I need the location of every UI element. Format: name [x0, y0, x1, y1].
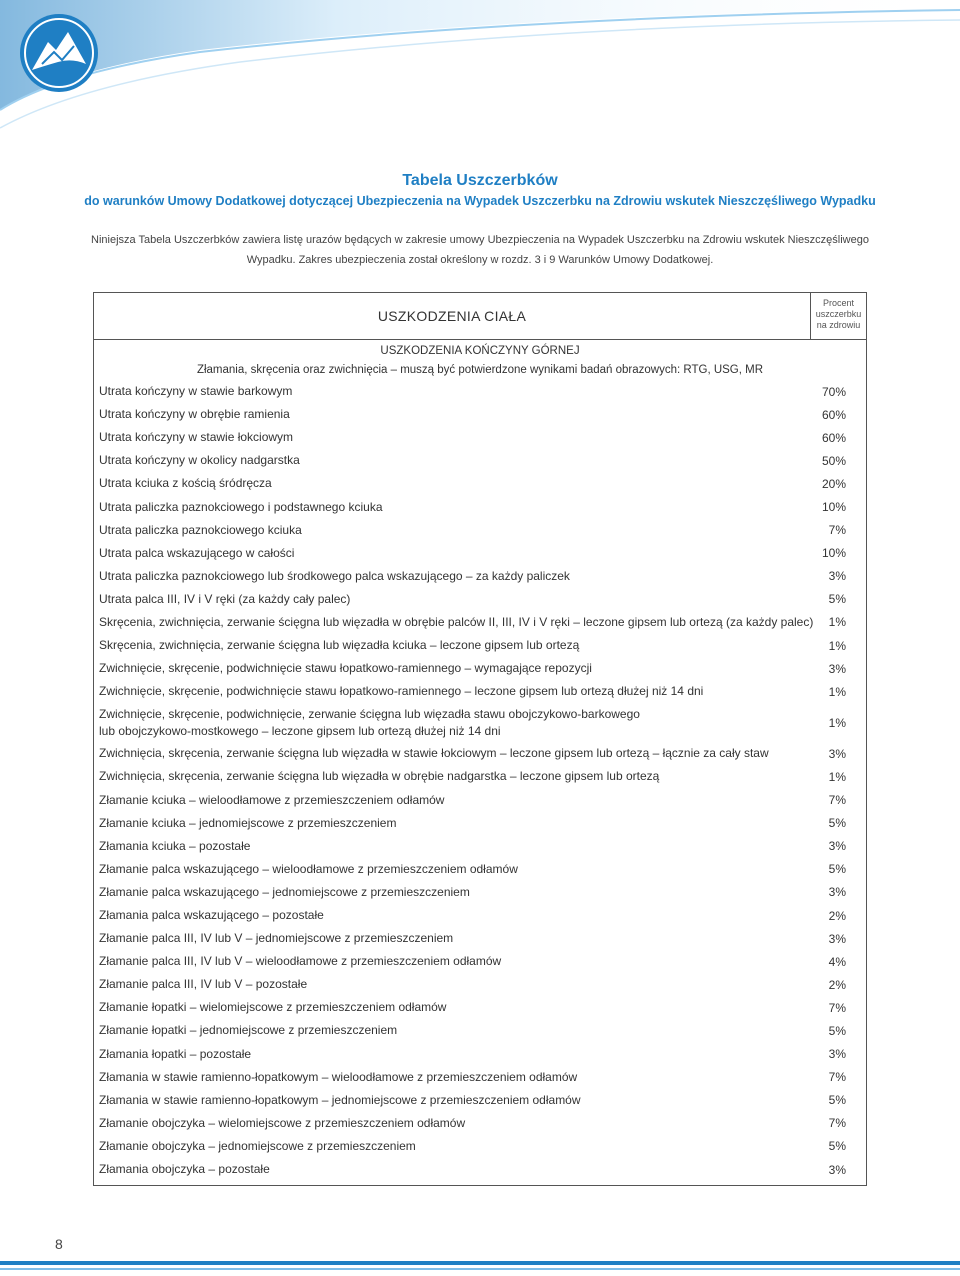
- row-percent: 5%: [828, 1023, 846, 1038]
- header-band: [0, 0, 960, 160]
- table-header: [94, 293, 866, 340]
- table-row: [94, 1043, 866, 1066]
- row-percent: 3%: [828, 661, 846, 676]
- row-description: [94, 637, 796, 654]
- row-percent: 2%: [828, 908, 846, 923]
- row-description: [94, 1046, 796, 1063]
- row-description: [94, 406, 796, 423]
- row-description-line: Złamanie obojczyka – wielomiejscowe z przemieszczeniem odłamów: [99, 1115, 466, 1130]
- section-header: [94, 342, 866, 380]
- table-row: [94, 495, 866, 518]
- row-percent: 7%: [828, 793, 846, 808]
- row-percent: 1%: [828, 715, 846, 730]
- table-row: [94, 472, 866, 495]
- table-row: [94, 1066, 866, 1089]
- row-percent: 60%: [821, 407, 846, 422]
- row-description-line: Złamania palca wskazującego – pozostałe: [99, 908, 324, 923]
- row-percent: 10%: [821, 546, 846, 561]
- table-row: [94, 858, 866, 881]
- intro-line-1: Niniejsza Tabela Uszczerbków zawiera listę urazów będących w zakresie umowy Ubezpieczenia na Wypadek Uszczerbku na Zdrowiu wskutek Nieszczęśliwego: [91, 234, 869, 246]
- row-percent: 20%: [821, 476, 846, 491]
- row-description-line: Zwichnięcie, skręcenie, podwichnięcie stawu łopatkowo-ramiennego – leczone gipsem lub ortezą dłużej niż 14 dni: [99, 684, 704, 699]
- row-description: [94, 568, 796, 585]
- table-row: [94, 680, 866, 703]
- table-row: [94, 789, 866, 812]
- row-percent: 5%: [828, 592, 846, 607]
- row-percent: 5%: [828, 862, 846, 877]
- row-description-line: Utrata kończyny w stawie barkowym: [99, 384, 293, 399]
- row-description: [94, 429, 796, 446]
- row-description: [94, 660, 796, 677]
- intro-line-2: Wypadku. Zakres ubezpieczenia został określony w rozdz. 3 i 9 Warunków Umowy Dodatkowej.: [246, 254, 714, 266]
- table-row: [94, 812, 866, 835]
- row-description: [94, 792, 796, 809]
- row-description-line: Złamanie palca III, IV lub V – wieloodłamowe z przemieszczeniem odłamów: [99, 954, 502, 969]
- row-percent: 10%: [821, 500, 846, 515]
- row-description: [94, 475, 796, 492]
- table-row: [94, 927, 866, 950]
- table-row: [94, 996, 866, 1019]
- row-description: [94, 930, 796, 947]
- row-description: [94, 1115, 796, 1132]
- table-row: [94, 588, 866, 611]
- row-percent: 3%: [828, 1162, 846, 1177]
- row-description: [94, 1161, 796, 1178]
- table-row: [94, 449, 866, 472]
- row-description-line: Złamania obojczyka – pozostałe: [99, 1162, 270, 1177]
- row-description-line: Zwichnięcie, skręcenie, podwichnięcie stawu łopatkowo-ramiennego – wymagające repozycji: [99, 661, 592, 676]
- table-row: [94, 904, 866, 927]
- row-description-line: Złamanie łopatki – wielomiejscowe z przemieszczeniem odłamów: [99, 1000, 447, 1015]
- row-description-line: Zwichnięcia, skręcenia, zerwanie ścięgna lub więzadła w stawie łokciowym – leczone gipsem lub ortezą – łącznie za cały staw: [99, 746, 769, 761]
- row-description: [94, 907, 796, 924]
- row-description-line: Skręcenia, zwichnięcia, zerwanie ścięgna lub więzadła w obrębie palców II, III, IV i V ręki – leczone gipsem lub ortezą (za każdy palec): [99, 614, 814, 629]
- row-description: [94, 815, 796, 832]
- row-percent: 1%: [828, 684, 846, 699]
- row-description-line: Złamania w stawie ramienno-łopatkowym – jednomiejscowe z przemieszczeniem odłamów: [99, 1092, 581, 1107]
- row-description: [94, 745, 796, 762]
- row-percent: 3%: [828, 885, 846, 900]
- table-row: [94, 765, 866, 788]
- table-row: [94, 835, 866, 858]
- row-percent: 7%: [828, 1000, 846, 1015]
- header-pct-line-2: uszczerbku: [815, 309, 862, 319]
- header-main: USZKODZENIA CIAŁA: [377, 308, 527, 324]
- row-percent: 3%: [828, 746, 846, 761]
- table-row: [94, 634, 866, 657]
- section-title: USZKODZENIA KOŃCZYNY GÓRNEJ: [380, 345, 580, 357]
- header-pct-line-3: na zdrowiu: [816, 320, 861, 330]
- row-percent: 50%: [821, 453, 846, 468]
- table-rows: [94, 380, 866, 1181]
- table-row: [94, 1019, 866, 1042]
- row-percent: 5%: [828, 1093, 846, 1108]
- row-description: [94, 383, 796, 400]
- table-row: [94, 565, 866, 588]
- table-row: [94, 403, 866, 426]
- intro-paragraph: [80, 230, 880, 270]
- document-subtitle: do warunków Umowy Dodatkowej dotyczącej Ubezpieczenia na Wypadek Uszczerbku na Zdrowiu wskutek Nieszczęśliwego Wypadku: [84, 194, 876, 208]
- row-percent: 60%: [821, 430, 846, 445]
- row-description: [94, 522, 796, 539]
- document-title: Tabela Uszczerbków: [402, 172, 558, 189]
- row-description-line: Złamanie kciuka – wieloodłamowe z przemieszczeniem odłamów: [99, 792, 445, 807]
- footer-line: [0, 1261, 960, 1265]
- table-row: [94, 1135, 866, 1158]
- table-row: [94, 657, 866, 680]
- row-description-line: Złamanie łopatki – jednomiejscowe z przemieszczeniem: [99, 1023, 398, 1038]
- row-description: [94, 976, 796, 993]
- row-description: [94, 768, 796, 785]
- row-description: [94, 999, 796, 1016]
- row-description-line: Utrata paliczka paznokciowego kciuka: [99, 522, 302, 537]
- row-percent: 7%: [828, 1116, 846, 1131]
- row-description-line: Złamania w stawie ramienno-łopatkowym – wieloodłamowe z przemieszczeniem odłamów: [99, 1069, 578, 1084]
- row-description-line: Skręcenia, zwichnięcia, zerwanie ścięgna lub więzadła kciuka – leczone gipsem lub ortezą: [99, 638, 580, 653]
- row-description-line: Złamanie obojczyka – jednomiejscowe z przemieszczeniem: [99, 1138, 416, 1153]
- row-description: [94, 953, 796, 970]
- row-description-line: Złamania kciuka – pozostałe: [99, 838, 251, 853]
- row-description-line: Zwichnięcia, skręcenia, zerwanie ścięgna lub więzadła w obrębie nadgarstka – leczone gipsem lub ortezą: [99, 769, 660, 784]
- row-description: [94, 1138, 796, 1155]
- footer-line-light: [0, 1268, 960, 1270]
- row-description: [94, 545, 796, 562]
- table-row: [94, 703, 866, 742]
- row-description-line: Utrata kciuka z kością śródręcza: [99, 476, 272, 491]
- row-description: [94, 706, 796, 740]
- row-description-line: Utrata palca III, IV i V ręki (za każdy cały palec): [99, 591, 351, 606]
- row-percent: 1%: [828, 769, 846, 784]
- table-row: [94, 1158, 866, 1181]
- row-description-line: Złamanie palca III, IV lub V – pozostałe: [99, 977, 308, 992]
- table-row: [94, 426, 866, 449]
- row-description: [94, 838, 796, 855]
- row-percent: 3%: [828, 1047, 846, 1062]
- row-description-line: Utrata kończyny w okolicy nadgarstka: [99, 453, 300, 468]
- row-description-line: Zwichnięcie, skręcenie, podwichnięcie, zerwanie ścięgna lub więzadła stawu obojczykowo-barkowego: [99, 706, 640, 721]
- row-description-line: Złamanie palca wskazującego – jednomiejscowe z przemieszczeniem: [99, 884, 470, 899]
- row-description-line: Utrata paliczka paznokciowego lub środkowego palca wskazującego – za każdy paliczek: [99, 568, 570, 583]
- section-note: Złamania, skręcenia oraz zwichnięcia – muszą być potwierdzone wynikami badań obrazowych: RTG, USG, MR: [196, 364, 764, 376]
- table-row: [94, 742, 866, 765]
- row-description: [94, 1069, 796, 1086]
- table-row: [94, 519, 866, 542]
- row-description-line: Złamanie kciuka – jednomiejscowe z przemieszczeniem: [99, 815, 397, 830]
- row-percent: 70%: [821, 384, 846, 399]
- row-description-line: Złamanie palca III, IV lub V – jednomiejscowe z przemieszczeniem: [99, 931, 454, 946]
- row-description: [94, 884, 796, 901]
- row-percent: 4%: [828, 954, 846, 969]
- row-description-line: Utrata kończyny w obrębie ramienia: [99, 407, 290, 422]
- row-percent: 3%: [828, 839, 846, 854]
- row-description-line: Złamanie palca wskazującego – wieloodłamowe z przemieszczeniem odłamów: [99, 861, 518, 876]
- row-description: [94, 452, 796, 469]
- table-row: [94, 380, 866, 403]
- company-logo: [18, 12, 100, 94]
- row-percent: 5%: [828, 1139, 846, 1154]
- row-description-line: Złamania łopatki – pozostałe: [99, 1046, 252, 1061]
- row-description: [94, 683, 796, 700]
- table-row: [94, 950, 866, 973]
- injury-table: [93, 292, 867, 1186]
- row-description: [94, 499, 796, 516]
- row-description: [94, 1022, 796, 1039]
- row-percent: 2%: [828, 977, 846, 992]
- row-percent: 3%: [828, 569, 846, 584]
- row-description-line: Utrata paliczka paznokciowego i podstawnego kciuka: [99, 499, 383, 514]
- row-percent: 5%: [828, 816, 846, 831]
- row-description-line: lub obojczykowo-mostkowego – leczone gipsem lub ortezą dłużej niż 14 dni: [99, 723, 501, 738]
- row-description-line: Utrata kończyny w stawie łokciowym: [99, 430, 294, 445]
- table-row: [94, 611, 866, 634]
- table-row: [94, 1089, 866, 1112]
- row-description: [94, 591, 796, 608]
- table-row: [94, 881, 866, 904]
- row-percent: 1%: [828, 615, 846, 630]
- row-description: [94, 861, 796, 878]
- table-row: [94, 973, 866, 996]
- header-percent: [810, 293, 866, 339]
- row-percent: 1%: [828, 638, 846, 653]
- row-description-line: Utrata palca wskazującego w całości: [99, 545, 295, 560]
- row-description: [94, 1092, 796, 1109]
- table-row: [94, 542, 866, 565]
- page-number: 8: [55, 1236, 63, 1252]
- row-percent: 3%: [828, 931, 846, 946]
- header-pct-line-1: Procent: [822, 298, 855, 308]
- row-percent: 7%: [828, 523, 846, 538]
- row-description: [94, 614, 813, 631]
- table-row: [94, 1112, 866, 1135]
- row-percent: 7%: [828, 1070, 846, 1085]
